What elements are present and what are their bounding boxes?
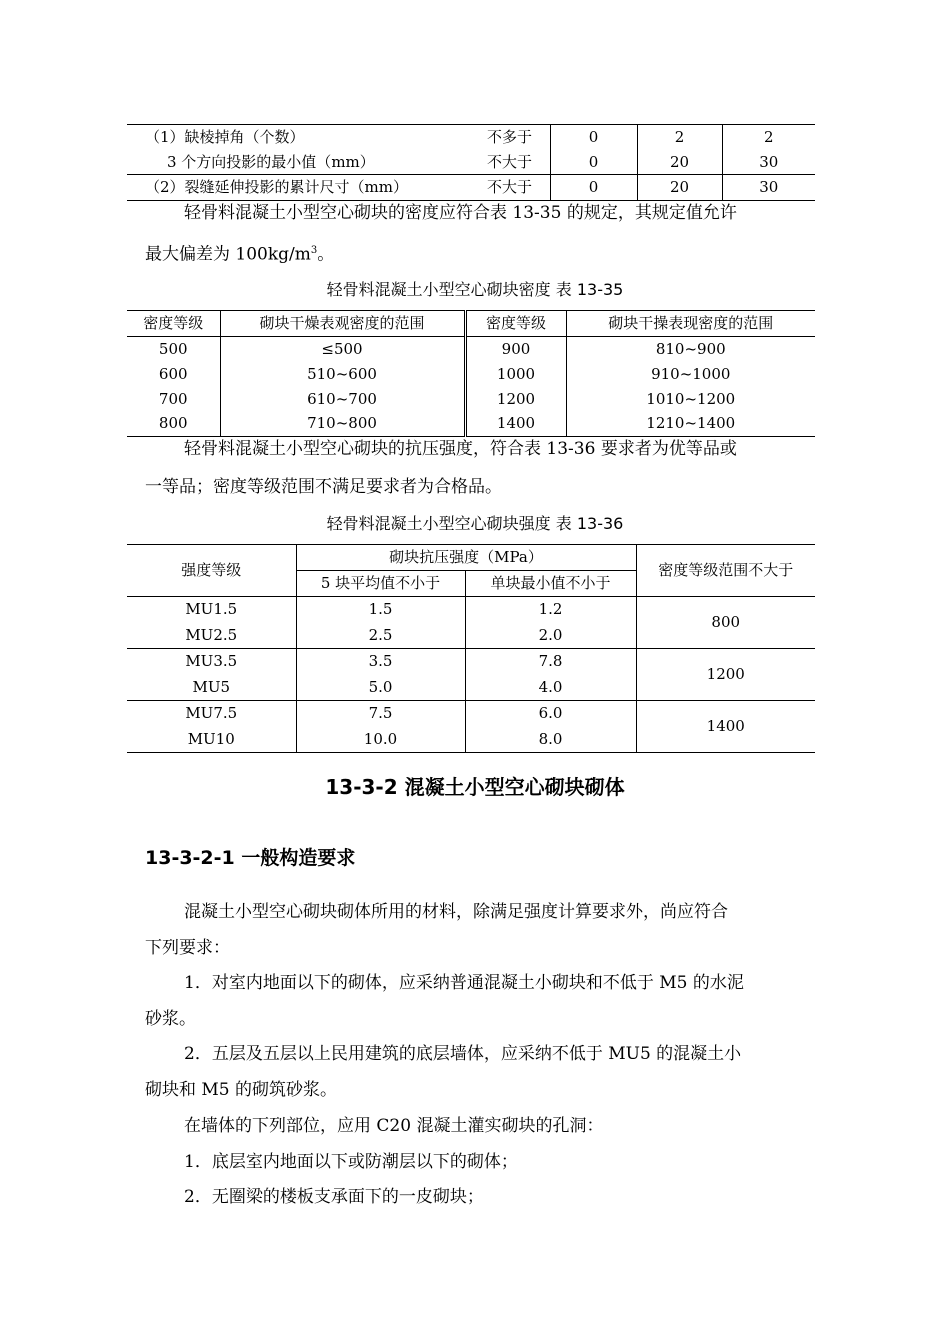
table-row [127,337,815,362]
cell-value: MU1.5 [185,600,238,619]
cell-value: MU2.5 [185,625,238,644]
cell-value: 700 [158,389,188,408]
table-row [127,387,815,412]
paragraph-grouting [145,1107,810,1145]
cell-value: 20 [637,175,722,201]
cell-value: 510~600 [220,362,465,387]
paragraph-line: 一等品；密度等级范围不满足要求者为合格品。 [145,477,502,497]
strength-table [127,544,815,753]
paragraph-material-requirements-cont [145,929,810,967]
cell-value: 1.2 [465,597,636,623]
column-header: 5 块平均值不小于 [296,571,465,597]
defect-table [127,124,815,201]
paragraph-line: 最大偏差为 100kg/m [145,244,311,265]
cell-value: 600 [158,364,188,383]
density-table [127,310,815,437]
list-item [145,1178,810,1216]
column-header: 强度等级 [127,545,296,597]
cell-value: 910~1000 [651,364,731,383]
column-header: 砌块干操表现密度的范围 [608,314,774,332]
row-label: 3 个方向投影的最小值（mm） [167,152,375,171]
cell-value: ≤500 [220,337,465,362]
cell-value: 3.5 [296,649,465,675]
cell-value: 0 [550,125,637,151]
cell-value: 1200 [465,387,566,412]
cell-value: 0 [550,175,637,201]
row-condition: 不大于 [487,152,533,171]
cell-value: 7.5 [296,701,465,727]
paragraph-strength-rule [145,430,810,468]
table-row [127,701,815,727]
cell-value: 30 [722,175,815,201]
cell-value: MU3.5 [185,652,238,671]
column-header: 密度等级 [143,314,204,332]
cell-value: 1210~1400 [646,414,736,433]
cell-value: 8.0 [465,727,636,753]
cell-value: 0 [550,151,637,175]
paragraph-line: 混凝土小型空心砌块砌体所用的材料，除满足强度计算要求外，尚应符合 [184,902,728,922]
section-heading: 13-3-2 混凝土小型空心砌块砌体 [325,775,625,799]
paragraph-strength-rule-cont [145,468,810,506]
superscript: 3 [310,245,318,256]
cell-value: 800 [158,414,188,433]
cell-value: 500 [158,339,188,358]
cell-value: 2.0 [465,623,636,649]
column-header: 单块最小值不小于 [465,571,636,597]
cell-value: 10.0 [296,727,465,753]
row-condition: 不大于 [487,178,533,196]
cell-value: MU7.5 [185,704,238,723]
table-header-row [127,311,815,337]
list-item-text: 1．对室内地面以下的砌体，应采纳普通混凝土小砌块和不低于 M5 的水泥 [184,973,744,993]
cell-value: MU10 [187,729,235,748]
cell-value: 1200 [636,649,815,701]
column-header: 砌块抗压强度（MPa） [296,545,636,571]
paragraph-density-rule-cont [145,232,810,274]
list-item-cont [145,1000,810,1038]
cell-value: 1000 [465,362,566,387]
cell-value: 5.0 [296,675,465,701]
cell-value: 610~700 [220,387,465,412]
subsection-heading: 13-3-2-1 一般构造要求 [145,847,356,869]
table-caption: 轻骨料混凝土小型空心砌块密度 表 13-35 [326,280,624,299]
cell-value: 1.5 [296,597,465,623]
cell-value: 800 [636,597,815,649]
cell-value: 710~800 [220,412,465,437]
paragraph-line: 轻骨料混凝土小型空心砌块的抗压强度，符合表 13-36 要求者为优等品或 [184,439,737,459]
row-label: （2）裂缝延伸投影的累计尺寸（mm） [145,178,408,196]
table-row [127,597,815,623]
cell-value: 2.5 [296,623,465,649]
cell-value: 7.8 [465,649,636,675]
column-header: 砌块干燥表观密度的范围 [220,311,465,337]
list-item-text: 1．底层室内地面以下或防潮层以下的砌体； [184,1152,518,1172]
column-header: 密度等级 [465,311,566,337]
row-label: （1）缺棱掉角（个数） [145,128,305,147]
cell-value: 1400 [636,701,815,753]
cell-value: 4.0 [465,675,636,701]
cell-value: MU5 [192,677,231,696]
list-item-cont [145,1071,810,1109]
list-item-text: 2．无圈梁的楼板支承面下的一皮砌块； [184,1187,484,1207]
table-row [127,649,815,675]
table-row [127,151,815,175]
cell-value: 810~900 [655,339,726,358]
column-header: 密度等级范围不大于 [636,545,815,597]
paragraph-line: 轻骨料混凝土小型空心砌块的密度应符合表 13-35 的规定，其规定值允许 [184,203,737,223]
paragraph-line: 在墙体的下列部位，应用 C20 混凝土灌实砌块的孔洞： [184,1116,604,1136]
punctuation: 。 [317,244,335,265]
table-row [127,362,815,387]
row-condition: 不多于 [487,128,533,147]
list-item [145,1143,810,1181]
list-item-text: 2．五层及五层以上民用建筑的底层墙体，应采纳不低于 MU5 的混凝土小 [184,1044,742,1064]
paragraph-material-requirements [145,893,810,931]
list-item-text: 砂浆。 [145,1009,196,1029]
table-header-row [127,545,815,571]
list-item-text: 砌块和 M5 的砌筑砂浆。 [145,1080,338,1100]
cell-value: 900 [465,337,566,362]
cell-value: 30 [722,151,815,175]
cell-value: 6.0 [465,701,636,727]
table-row [127,125,815,151]
paragraph-line: 下列要求： [145,938,230,958]
list-item [145,1035,810,1073]
cell-value: 2 [722,125,815,151]
cell-value: 2 [637,125,722,151]
cell-value: 1010~1200 [646,389,736,408]
cell-value: 20 [637,151,722,175]
paragraph-density-rule [145,194,810,232]
cell-value: 1400 [465,412,566,437]
list-item [145,964,810,1002]
table-caption: 轻骨料混凝土小型空心砌块强度 表 13-36 [326,514,624,533]
